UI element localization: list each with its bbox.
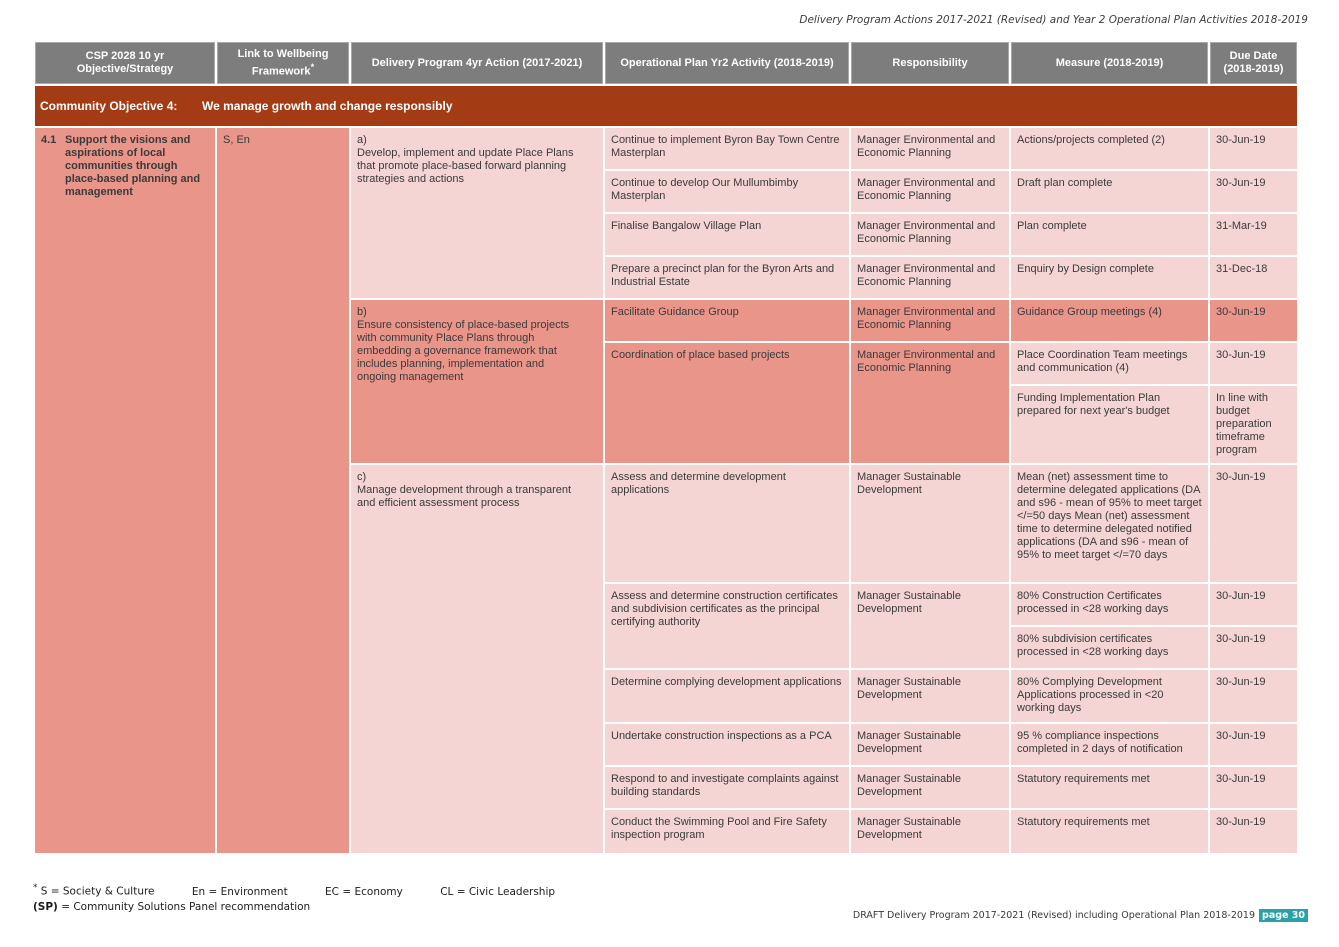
running-header: Delivery Program Actions 2017-2021 (Revised) and Year 2 Operational Plan Activities 2018-2019: [799, 14, 1308, 26]
plan-table: [33, 42, 1299, 853]
measure-cell: 95 % compliance inspections completed in 2 days of notification: [1011, 724, 1208, 767]
measure-cell: Draft plan complete: [1011, 171, 1208, 214]
activity-cell: Conduct the Swimming Pool and Fire Safety inspection program: [605, 810, 849, 853]
measure-cell: 80% Complying Development Applications processed in <20 working days: [1011, 670, 1208, 724]
legend-text: = Environment: [205, 885, 288, 898]
legend-mark: *: [33, 883, 38, 893]
objective-label: Community Objective 4:: [40, 98, 178, 113]
responsibility-cell: Manager Environmental and Economic Planning: [851, 171, 1009, 214]
header-op-activity: Operational Plan Yr2 Activity (2018-2019): [605, 42, 849, 84]
measure-cell: 80% subdivision certificates processed in <28 working days: [1011, 627, 1208, 670]
responsibility-cell: Manager Environmental and Economic Planning: [851, 128, 1009, 171]
header-due-date: Due Date (2018-2019): [1210, 42, 1297, 84]
action-a-cell: [351, 128, 603, 300]
activity-cell: Assess and determine development applications: [605, 465, 849, 584]
action-letter: b): [357, 306, 367, 318]
due-date-cell: 30-Jun-19: [1210, 584, 1297, 627]
table-row: [35, 128, 1297, 171]
header-responsibility: Responsibility: [851, 42, 1009, 84]
due-date-cell: 30-Jun-19: [1210, 724, 1297, 767]
action-text: Ensure consistency of place-based projects with community Place Plans through embedding a governance framework that includes planning, implementation and ongoing management: [357, 319, 570, 383]
due-date-cell: 30-Jun-19: [1210, 767, 1297, 810]
measure-cell: Statutory requirements met: [1011, 767, 1208, 810]
legend-item: [33, 881, 155, 900]
due-date-cell: 30-Jun-19: [1210, 171, 1297, 214]
sp-text: = Community Solutions Panel recommendation: [57, 900, 311, 913]
legend-text: = Society & Culture: [47, 885, 155, 898]
wellbeing-legend: [33, 881, 589, 900]
measure-cell: Guidance Group meetings (4): [1011, 300, 1208, 343]
wellbeing-link: S, En: [223, 134, 250, 146]
due-date-cell: 30-Jun-19: [1210, 810, 1297, 853]
sp-legend: [33, 900, 589, 915]
responsibility-cell: Manager Sustainable Development: [851, 584, 1009, 670]
strategy-number: 4.1: [41, 134, 57, 146]
legend-code: En: [191, 885, 206, 898]
legend-code: S: [40, 885, 48, 898]
legend: [33, 881, 589, 915]
due-date-cell: 30-Jun-19: [1210, 128, 1297, 171]
responsibility-cell: Manager Environmental and Economic Planning: [851, 300, 1009, 343]
due-date-cell: 30-Jun-19: [1210, 300, 1297, 343]
legend-text: = Economy: [339, 885, 403, 898]
activity-cell: Assess and determine construction certificates and subdivision certificates as the principal certifying authority: [605, 584, 849, 670]
activity-cell: Finalise Bangalow Village Plan: [605, 214, 849, 257]
legend-item: [440, 885, 555, 900]
page-number-badge: page 30: [1259, 909, 1308, 922]
header-dp-action: Delivery Program 4yr Action (2017-2021): [351, 42, 603, 84]
header-measure: Measure (2018-2019): [1011, 42, 1208, 84]
objective-title: We manage growth and change responsibly: [202, 98, 453, 113]
action-text: Manage development through a transparent and efficient assessment process: [357, 484, 572, 509]
community-objective-row: [35, 86, 1297, 128]
table-header-row: [35, 42, 1297, 84]
footer-text: DRAFT Delivery Program 2017-2021 (Revised) including Operational Plan 2018-2019: [852, 910, 1256, 921]
responsibility-cell: Manager Environmental and Economic Planning: [851, 343, 1009, 465]
legend-code: EC: [325, 885, 340, 898]
responsibility-cell: Manager Environmental and Economic Planning: [851, 257, 1009, 300]
action-b-cell: [351, 300, 603, 465]
strategy-text: Support the visions and aspirations of local communities through place-based planning and management: [65, 134, 201, 198]
page-footer: [853, 909, 1308, 922]
due-date-cell: 31-Dec-18: [1210, 257, 1297, 300]
header-csp: CSP 2028 10 yr Objective/Strategy: [35, 42, 215, 84]
activity-cell: Determine complying development applications: [605, 670, 849, 724]
legend-text: = Civic Leadership: [453, 885, 556, 898]
activity-cell: Coordination of place based projects: [605, 343, 849, 465]
responsibility-cell: Manager Environmental and Economic Planning: [851, 214, 1009, 257]
action-text: Develop, implement and update Place Plans that promote place-based forward planning strategies and actions: [357, 147, 574, 185]
measure-cell: Mean (net) assessment time to determine delegated applications (DA and s96 - mean of 95% to meet target </=50 days Mean (net) assessment time to determine delegated notified applications (DA and s96 - mean of 95% to meet target </=70 days: [1011, 465, 1208, 584]
action-c-cell: [351, 465, 603, 853]
due-date-cell: 30-Jun-19: [1210, 465, 1297, 584]
wellbeing-cell: [217, 128, 349, 853]
header-wellbeing-text: Link to Wellbeing Framework: [237, 47, 329, 78]
measure-cell: Place Coordination Team meetings and communication (4): [1011, 343, 1208, 386]
responsibility-cell: Manager Sustainable Development: [851, 810, 1009, 853]
due-date-cell: 30-Jun-19: [1210, 670, 1297, 724]
measure-cell: 80% Construction Certificates processed in <28 working days: [1011, 584, 1208, 627]
activity-cell: Continue to develop Our Mullumbimby Masterplan: [605, 171, 849, 214]
activity-cell: Respond to and investigate complaints against building standards: [605, 767, 849, 810]
header-wellbeing-mark: *: [310, 61, 315, 72]
responsibility-cell: Manager Sustainable Development: [851, 724, 1009, 767]
due-date-cell: 30-Jun-19: [1210, 343, 1297, 386]
action-letter: a): [357, 134, 367, 146]
header-wellbeing: [217, 42, 349, 84]
measure-cell: Statutory requirements met: [1011, 810, 1208, 853]
measure-cell: Funding Implementation Plan prepared for next year's budget: [1011, 386, 1208, 465]
action-letter: c): [357, 471, 367, 483]
due-date-cell: 30-Jun-19: [1210, 627, 1297, 670]
activity-cell: Prepare a precinct plan for the Byron Arts and Industrial Estate: [605, 257, 849, 300]
responsibility-cell: Manager Sustainable Development: [851, 670, 1009, 724]
activity-cell: Facilitate Guidance Group: [605, 300, 849, 343]
legend-item: [192, 885, 288, 900]
legend-code: CL: [440, 885, 454, 898]
strategy-cell: [35, 128, 215, 853]
sp-code: (SP): [33, 900, 58, 913]
due-date-cell: 31-Mar-19: [1210, 214, 1297, 257]
legend-item: [325, 885, 403, 900]
measure-cell: Actions/projects completed (2): [1011, 128, 1208, 171]
measure-cell: Plan complete: [1011, 214, 1208, 257]
due-date-cell: In line with budget preparation timeframe program: [1210, 386, 1297, 465]
responsibility-cell: Manager Sustainable Development: [851, 465, 1009, 584]
measure-cell: Enquiry by Design complete: [1011, 257, 1208, 300]
activity-cell: Undertake construction inspections as a PCA: [605, 724, 849, 767]
activity-cell: Continue to implement Byron Bay Town Centre Masterplan: [605, 128, 849, 171]
responsibility-cell: Manager Sustainable Development: [851, 767, 1009, 810]
